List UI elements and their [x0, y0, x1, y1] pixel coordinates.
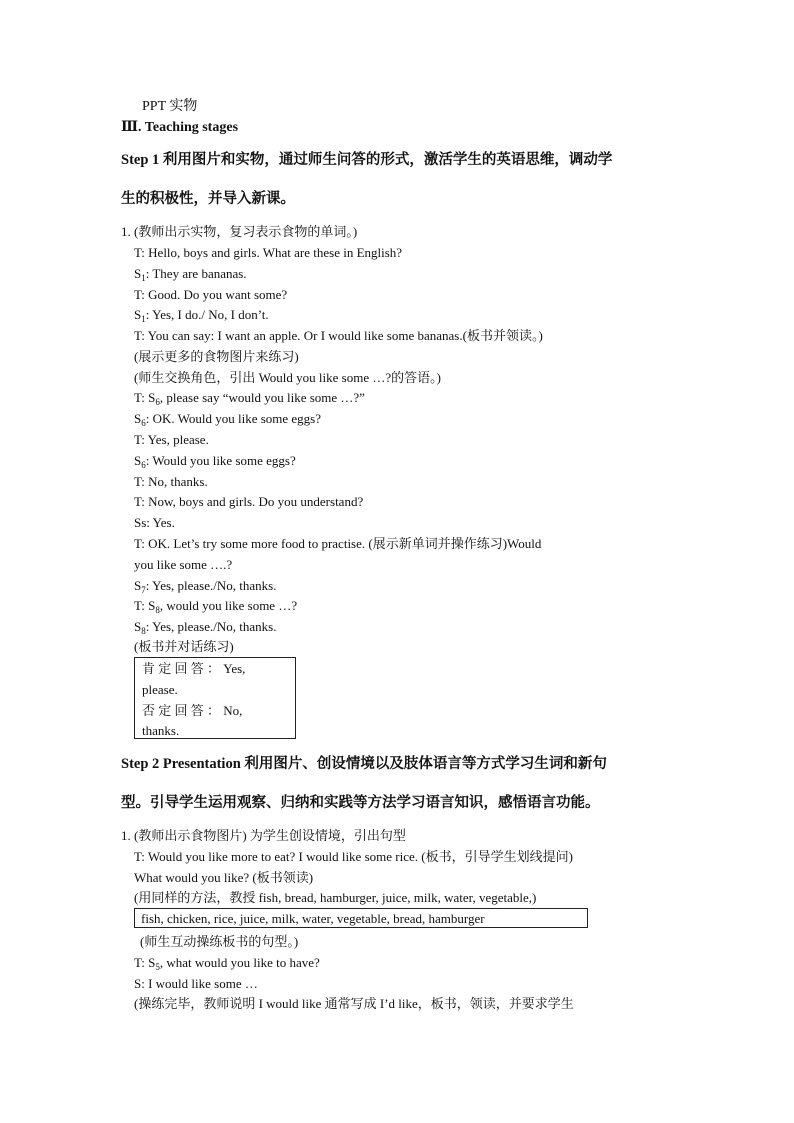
dialogue-line: T: $S_8$, would you like some …? [134, 598, 298, 615]
dialogue-line: $S_1$: Yes, I do./ No, I don’t. [134, 307, 269, 324]
dialogue-line: T: Would you like more to eat? I would like some rice. (板书，引导学生划线提问) [134, 849, 573, 864]
note-line: (师生互动操练板书的句型。) [140, 934, 299, 949]
positive-answer-label: 肯 定 回 答 ： Yes, [142, 661, 246, 676]
section-heading: Ⅲ. Teaching stages [121, 120, 239, 135]
answer-box [134, 657, 296, 739]
dialogue-line: $S_6$: Would you like some eggs? [134, 453, 296, 470]
step2-title: Step 2 Presentation 利用图片、创设情境以及肢体语言等方式学习生词和新句 [121, 756, 607, 772]
note-line: (展示更多的食物图片来练习) [134, 349, 299, 364]
positive-answer-cont: please. [142, 682, 178, 697]
note-line: (板书并对话练习) [134, 639, 234, 654]
dialogue-line: T: Now, boys and girls. Do you understand? [134, 494, 364, 509]
dialogue-line: T: $S_6$, please say “would you like some …?” [134, 390, 365, 407]
step1-item1: 1. (教师出示实物，复习表示食物的单词。) [121, 224, 358, 239]
dialogue-line: T: Good. Do you want some? [134, 287, 288, 302]
dialogue-line: Ss: Yes. [134, 515, 175, 530]
materials-line: PPT 实物 [142, 99, 198, 114]
dialogue-line: T: You can say: I want an apple. Or I would like some bananas.(板书并领读。) [134, 328, 543, 343]
dialogue-line: T: $S_5$, what would you like to have? [134, 955, 320, 972]
dialogue-line: T: OK. Let’s try some more food to practise. (展示新单词并操作练习)Would [134, 536, 542, 551]
dialogue-line: What would you like? (板书领读) [134, 870, 314, 885]
negative-answer-label: 否 定 回 答 ： No, [142, 703, 243, 718]
dialogue-line: $S_1$: They are bananas. [134, 266, 247, 283]
vocabulary-box [134, 908, 588, 928]
note-line: (用同样的方法，教授 fish, bread, hamburger, juice, milk, water, vegetable,) [134, 890, 537, 905]
vocabulary-list: fish, chicken, rice, juice, milk, water, vegetable, bread, hamburger [141, 911, 485, 926]
dialogue-line: you like some ….? [134, 557, 233, 572]
step2-item1: 1. (教师出示食物图片) 为学生创设情境，引出句型 [121, 828, 406, 843]
step1-title-cont: 生的积极性，并导入新课。 [121, 191, 295, 207]
dialogue-line: $S_6$: OK. Would you like some eggs? [134, 411, 322, 428]
note-line: (师生交换角色，引出 Would you like some …?的答语。) [134, 370, 441, 385]
note-line: (操练完毕，教师说明 I would like 通常写成 I’d like，板书，领读，并要求学生 [134, 996, 574, 1011]
dialogue-line: T: No, thanks. [134, 474, 208, 489]
negative-answer-cont: thanks. [142, 723, 180, 738]
dialogue-line: $S_7$: Yes, please./No, thanks. [134, 578, 277, 595]
dialogue-line: T: Hello, boys and girls. What are these in English? [134, 245, 403, 260]
step1-title: Step 1 利用图片和实物，通过师生问答的形式，激活学生的英语思维，调动学 [121, 152, 613, 168]
dialogue-line: T: Yes, please. [134, 432, 209, 447]
step2-title-cont: 型。引导学生运用观察、归纳和实践等方法学习语言知识，感悟语言功能。 [121, 795, 600, 811]
dialogue-line: $S_8$: Yes, please./No, thanks. [134, 619, 277, 636]
dialogue-line: S: I would like some … [134, 976, 258, 991]
